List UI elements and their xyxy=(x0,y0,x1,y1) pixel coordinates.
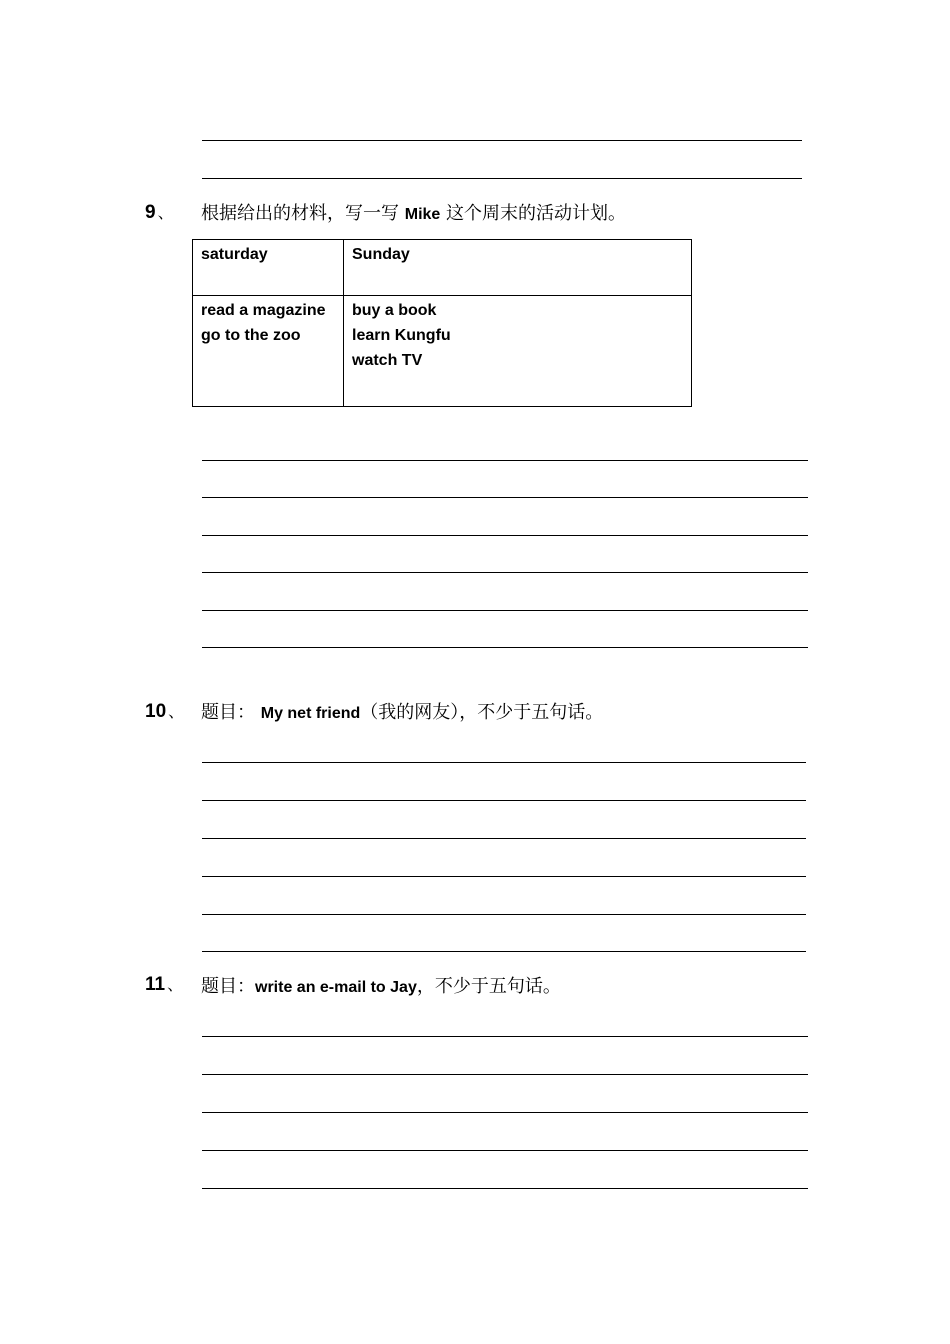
activity-item: read a magazine xyxy=(201,302,326,319)
activity-item: watch TV xyxy=(352,352,423,369)
answer-line[interactable] xyxy=(202,140,802,141)
question-10-prompt: 题目： My net friend（我的网友），不少于五句话。 xyxy=(201,702,604,723)
answer-line[interactable] xyxy=(202,535,808,536)
answer-line[interactable] xyxy=(202,876,806,877)
sunday-activities xyxy=(344,296,692,407)
table-header-row xyxy=(193,240,692,296)
saturday-header: saturday xyxy=(193,240,344,296)
question-11-number: 11 、 xyxy=(145,974,184,995)
table-row xyxy=(193,296,692,407)
answer-line[interactable] xyxy=(202,572,808,573)
answer-line[interactable] xyxy=(202,647,808,648)
answer-line[interactable] xyxy=(202,762,806,763)
weekend-plan-table xyxy=(192,239,692,407)
answer-line[interactable] xyxy=(202,1036,808,1037)
saturday-activities xyxy=(193,296,344,407)
answer-line[interactable] xyxy=(202,800,806,801)
answer-line[interactable] xyxy=(202,951,806,952)
activity-item: buy a book xyxy=(352,302,437,319)
activity-item: go to the zoo xyxy=(201,327,301,344)
activity-item: learn Kungfu xyxy=(352,327,451,344)
answer-line[interactable] xyxy=(202,1188,808,1189)
question-9-number: 9 、 xyxy=(145,202,174,223)
answer-line[interactable] xyxy=(202,1074,808,1075)
answer-line[interactable] xyxy=(202,914,806,915)
sunday-header: Sunday xyxy=(344,240,692,296)
answer-line[interactable] xyxy=(202,497,808,498)
question-11-prompt: 题目：write an e-mail to Jay，不少于五句话。 xyxy=(201,976,561,997)
answer-line[interactable] xyxy=(202,460,808,461)
answer-line[interactable] xyxy=(202,178,802,179)
question-10-number: 10 、 xyxy=(145,701,185,722)
answer-line[interactable] xyxy=(202,1150,808,1151)
answer-line[interactable] xyxy=(202,610,808,611)
answer-line[interactable] xyxy=(202,1112,808,1113)
question-9-prompt: 根据给出的材料，写一写 Mike 这个周末的活动计划。 xyxy=(201,203,627,224)
answer-line[interactable] xyxy=(202,838,806,839)
